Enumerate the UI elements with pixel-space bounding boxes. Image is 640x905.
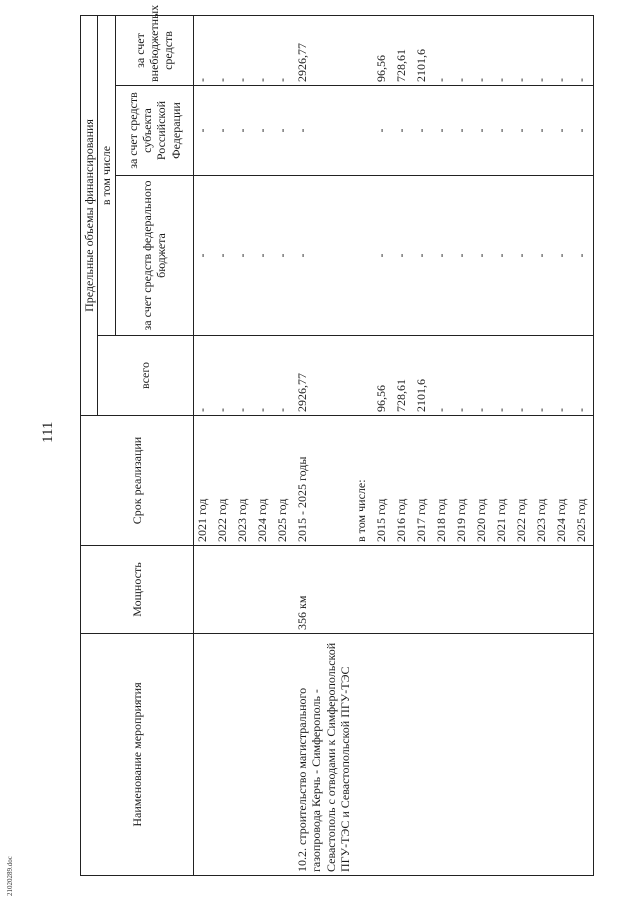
cell-name: 10.2. строительство магистрального газопровода Керчь - Симферополь - Севастополь с отводами к Симферопольской ПГУ-ТЭС и Севастопольской ПГУ-ТЭС <box>294 634 354 876</box>
table-row <box>533 15 553 875</box>
cell-capacity <box>393 546 413 634</box>
cell-federal: - <box>393 176 413 336</box>
cell-extra: - <box>234 15 254 85</box>
cell-term: 2024 год <box>254 416 274 546</box>
financing-table <box>80 4 594 876</box>
cell-name <box>573 634 594 876</box>
cell-capacity <box>353 546 373 634</box>
cell-federal: - <box>533 176 553 336</box>
cell-total: - <box>234 336 254 416</box>
cell-federal: - <box>413 176 433 336</box>
cell-capacity <box>433 546 453 634</box>
cell-extra: - <box>573 15 594 85</box>
table-row <box>573 15 594 875</box>
cell-name <box>553 634 573 876</box>
cell-capacity <box>234 546 254 634</box>
cell-total: - <box>433 336 453 416</box>
cell-name <box>274 634 294 876</box>
cell-federal <box>353 176 373 336</box>
table-row <box>274 15 294 875</box>
cell-extra: - <box>493 15 513 85</box>
table-row <box>254 15 274 875</box>
cell-federal: - <box>193 176 214 336</box>
table-row <box>553 15 573 875</box>
cell-extra: - <box>513 15 533 85</box>
cell-name <box>473 634 493 876</box>
cell-subject <box>353 86 373 176</box>
table-header <box>81 4 194 875</box>
table-row <box>353 15 373 875</box>
cell-federal: - <box>274 176 294 336</box>
cell-name <box>493 634 513 876</box>
cell-capacity <box>553 546 573 634</box>
cell-capacity <box>373 546 393 634</box>
cell-capacity <box>473 546 493 634</box>
header-limits: Предельные объемы финансирования <box>81 15 98 415</box>
cell-extra: - <box>433 15 453 85</box>
cell-subject: - <box>294 86 354 176</box>
footer-file-code: 21020289.doc <box>6 856 14 896</box>
cell-federal: - <box>234 176 254 336</box>
cell-extra: - <box>214 15 234 85</box>
header-term: Срок реализации <box>81 416 194 546</box>
cell-total: - <box>493 336 513 416</box>
cell-federal: - <box>214 176 234 336</box>
cell-federal: - <box>373 176 393 336</box>
cell-capacity <box>513 546 533 634</box>
cell-subject: - <box>453 86 473 176</box>
cell-total: - <box>473 336 493 416</box>
cell-term: 2022 год <box>513 416 533 546</box>
cell-subject: - <box>254 86 274 176</box>
cell-federal: - <box>553 176 573 336</box>
cell-term: 2021 год <box>193 416 214 546</box>
table-row <box>413 15 433 875</box>
cell-term: 2018 год <box>433 416 453 546</box>
cell-name <box>413 634 433 876</box>
cell-capacity <box>254 546 274 634</box>
cell-term: в том числе: <box>353 416 373 546</box>
cell-name <box>254 634 274 876</box>
cell-name <box>373 634 393 876</box>
cell-subject: - <box>513 86 533 176</box>
cell-subject: - <box>393 86 413 176</box>
cell-capacity <box>573 546 594 634</box>
table-body <box>193 15 594 875</box>
cell-capacity: 356 км <box>294 546 354 634</box>
cell-subject: - <box>493 86 513 176</box>
cell-extra: - <box>453 15 473 85</box>
cell-term: 2017 год <box>413 416 433 546</box>
cell-capacity <box>274 546 294 634</box>
cell-subject: - <box>193 86 214 176</box>
cell-extra: 2101,6 <box>413 15 433 85</box>
cell-subject: - <box>234 86 254 176</box>
cell-term: 2020 год <box>473 416 493 546</box>
cell-extra: - <box>193 15 214 85</box>
table-row <box>193 15 214 875</box>
cell-term: 2022 год <box>214 416 234 546</box>
cell-extra: - <box>254 15 274 85</box>
cell-extra: - <box>553 15 573 85</box>
cell-extra: 728,61 <box>393 15 413 85</box>
cell-total: - <box>533 336 553 416</box>
cell-name <box>533 634 553 876</box>
cell-federal: - <box>433 176 453 336</box>
cell-subject: - <box>533 86 553 176</box>
cell-name <box>214 634 234 876</box>
table-row <box>393 15 413 875</box>
cell-term: 2025 год <box>573 416 594 546</box>
cell-capacity <box>413 546 433 634</box>
cell-total: 2926,77 <box>294 336 354 416</box>
cell-extra: - <box>533 15 553 85</box>
cell-total: - <box>553 336 573 416</box>
cell-subject: - <box>553 86 573 176</box>
cell-term: 2025 год <box>274 416 294 546</box>
cell-extra: 96,56 <box>373 15 393 85</box>
table-row <box>513 15 533 875</box>
cell-federal: - <box>513 176 533 336</box>
rotated-page-content <box>80 4 620 876</box>
cell-capacity <box>453 546 473 634</box>
cell-term: 2023 год <box>234 416 254 546</box>
table-row <box>473 15 493 875</box>
cell-name <box>193 634 214 876</box>
cell-term: 2016 год <box>393 416 413 546</box>
cell-name <box>453 634 473 876</box>
cell-federal: - <box>473 176 493 336</box>
cell-extra <box>353 15 373 85</box>
cell-extra: - <box>473 15 493 85</box>
cell-total: 728,61 <box>393 336 413 416</box>
table-row <box>294 15 354 875</box>
cell-total: - <box>513 336 533 416</box>
table-row <box>373 15 393 875</box>
cell-subject: - <box>274 86 294 176</box>
cell-total: 2101,6 <box>413 336 433 416</box>
cell-extra: - <box>274 15 294 85</box>
cell-federal: - <box>573 176 594 336</box>
cell-subject: - <box>413 86 433 176</box>
table-row <box>214 15 234 875</box>
cell-term: 2019 год <box>453 416 473 546</box>
table-row <box>453 15 473 875</box>
cell-name <box>433 634 453 876</box>
header-capacity: Мощность <box>81 546 194 634</box>
header-total: всего <box>98 336 193 416</box>
cell-total: - <box>573 336 594 416</box>
cell-term: 2021 год <box>493 416 513 546</box>
cell-federal: - <box>294 176 354 336</box>
cell-federal: - <box>453 176 473 336</box>
cell-term: 2024 год <box>553 416 573 546</box>
cell-subject: - <box>573 86 594 176</box>
header-incl: в том числе <box>98 15 115 335</box>
cell-total: - <box>193 336 214 416</box>
cell-subject: - <box>373 86 393 176</box>
cell-name <box>513 634 533 876</box>
cell-total: - <box>453 336 473 416</box>
cell-total <box>353 336 373 416</box>
table-row <box>493 15 513 875</box>
header-federal: за счет средств федерального бюджета <box>115 176 193 336</box>
cell-name <box>234 634 254 876</box>
header-extra: за счет внебюджетных средств <box>115 15 193 85</box>
header-name: Наименование мероприятия <box>81 634 194 876</box>
cell-subject: - <box>473 86 493 176</box>
cell-subject: - <box>214 86 234 176</box>
page-number: 111 <box>40 421 56 443</box>
cell-total: - <box>274 336 294 416</box>
cell-total: - <box>254 336 274 416</box>
cell-total: - <box>214 336 234 416</box>
table-row <box>234 15 254 875</box>
table-row <box>433 15 453 875</box>
cell-term: 2015 - 2025 годы <box>294 416 354 546</box>
cell-federal: - <box>493 176 513 336</box>
cell-term: 2023 год <box>533 416 553 546</box>
cell-capacity <box>193 546 214 634</box>
cell-total: 96,56 <box>373 336 393 416</box>
cell-capacity <box>493 546 513 634</box>
cell-capacity <box>214 546 234 634</box>
cell-term: 2015 год <box>373 416 393 546</box>
cell-subject: - <box>433 86 453 176</box>
cell-extra: 2926,77 <box>294 15 354 85</box>
cell-name <box>393 634 413 876</box>
cell-name <box>353 634 373 876</box>
cell-federal: - <box>254 176 274 336</box>
header-subject: за счет средств субъекта Российской Федерации <box>115 86 193 176</box>
cell-capacity <box>533 546 553 634</box>
